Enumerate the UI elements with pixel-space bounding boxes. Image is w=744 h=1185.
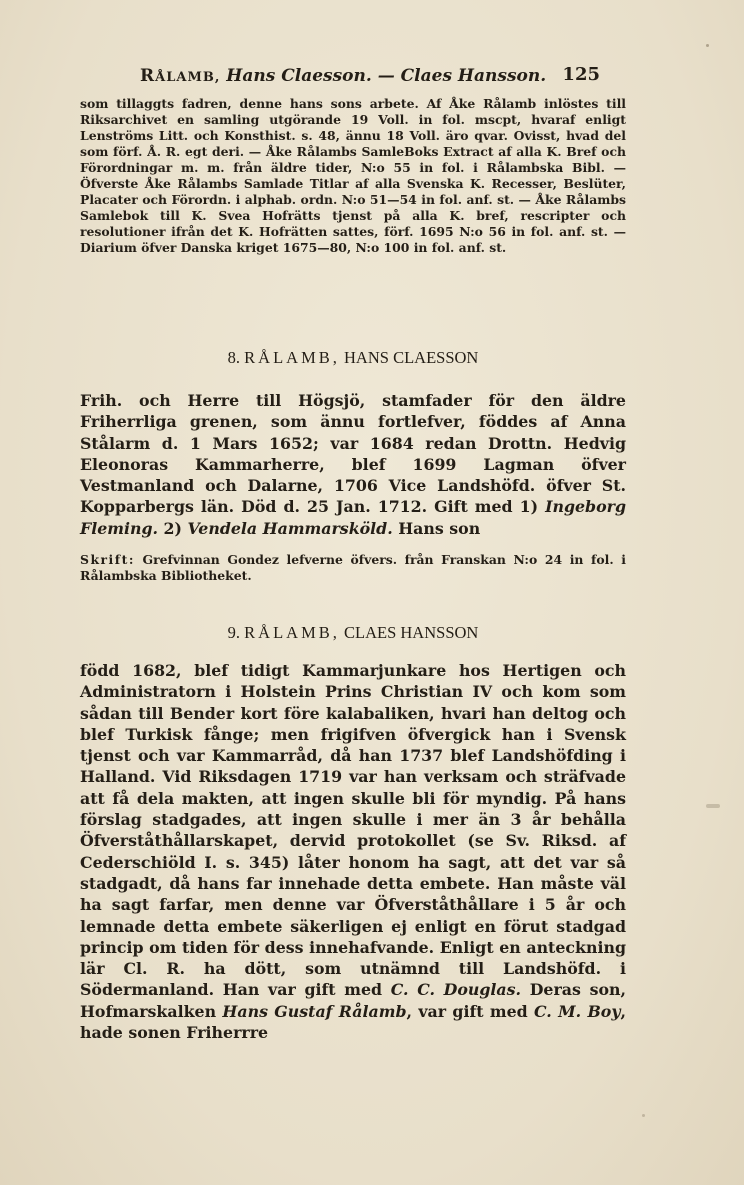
section-8-text: Frih. och Herre till Högsjö, stamfader för den äldre Friherrliga grenen, som ännu fortlefver, föddes af Anna Stålarm d. 1 Mars 1652; var 1684 redan Drottn. Hedvig Eleonoras Kammarherre, blef 1699 Lagman öfver Vestmanland och Dalarne, 1706 Vice Landshöfd. öfver St. Kopparbergs län. Död d. 25 Jan. 1712. Gift med 1) Ingeborg Fleming. 2) Vendela Hammarsköld. Hans son <box>80 391 626 538</box>
section-8-writings-text: Skrift: Grefvinnan Gondez lefverne öfvers. från Franskan N:o 24 in fol. i Rålambska Bibliotheket. <box>80 552 626 583</box>
section-8-wife-2: Vendela Hammarsköld. <box>187 518 393 538</box>
section-9-wife: C. C. Douglas. <box>390 980 522 1000</box>
section-9-son: Hans Gustaf Rålamb <box>222 1001 407 1021</box>
section-9-son-wife: C. M. Boy <box>534 1001 621 1021</box>
paper-speck <box>706 44 709 47</box>
intro-paragraph <box>80 96 626 256</box>
paper-speck <box>706 804 720 808</box>
running-head-names: Hans Claesson. — Claes Hansson. <box>226 66 547 86</box>
running-head <box>140 66 600 86</box>
section-9-body <box>80 660 626 1043</box>
section-8-writings <box>80 552 626 584</box>
section-8-body <box>80 390 626 539</box>
intro-text: som tillaggts fadren, denne hans sons arbete. Af Åke Rålamb inlöstes till Riksarchivet en samling utgörande 19 Voll. in fol. mscpt, hvaraf enligt Lenströms Litt. och Konsthist. s. 48, ännu 18 Voll. äro qvar. Ovisst, hvad del som förf. Å. R. egt deri. — Åke Rålambs SamleBoks Extract af alla K. Bref och Förordningar m. m. från äldre tider, N:o 55 in fol. i Rålambska Bibl. — Öfverste Åke Rålambs Samlade Titlar af alla Svenska K. Recesser, Beslüter, Placater och Förordn. i alphab. ordn. N:o 51—54 in fol. anf. st. — Åke Rålambs Samlebok till K. Svea Hofrätts tjenst på alla K. bref, rescripter och resolutioner ifrån det K. Hofrätten sattes, förf. 1695 N:o 56 in fol. anf. st. — Diarium öfver Danska kriget 1675—80, N:o 100 in fol. anf. st. <box>80 96 626 255</box>
section-9-heading: 9. RÅLAMB, CLAES HANSSON <box>227 623 479 642</box>
section-9-text: född 1682, blef tidigt Kammarjunkare hos Hertigen och Administratorn i Holstein Prins Christian IV och kom som sådan till Bender kort före kalabaliken, hvari han deltog och blef Turkisk fånge; men frigifven öfvergick han i Svensk tjenst och var Kammarråd, då han 1737 blef Landshöfding i Halland. Vid Riksdagen 1719 var han verksam och sträfvade att få dela makten, att ingen skulle bli för myndig. På hans förslag stadgades, att ingen skulle i mer än 3 år behålla Öfverståthållarskapet, dervid protokollet (se Sv. Riksd. af Cederschiöld I. s. 345) låter honom ha sagt, att det var så stadgadt, då hans far innehade detta embete. Han måste väl ha sagt farfar, men denne var Öfverståthållare i 5 år och lemnade detta embete säkerligen ej enligt en förut stadgad princip om tiden för dess innehafvande. Enligt en anteckning lär Cl. R. ha dött, som utnämnd till Landshöfd. i Södermanland. Han var gift med C. C. Douglas. Deras son, Hofmarskalken Hans Gustaf Rålamb, var gift med C. M. Boy, hade sonen Friherrre <box>80 661 627 1043</box>
page-number: 125 <box>562 64 600 85</box>
running-head-surname: RÅLAMB, <box>140 66 221 86</box>
writings-label: Skrift: <box>80 552 135 567</box>
section-8-heading: 8. RÅLAMB, HANS CLAESSON <box>227 348 479 367</box>
section-8-wife-1: Ingeborg Fleming. <box>80 497 626 538</box>
paper-speck <box>642 1114 645 1117</box>
